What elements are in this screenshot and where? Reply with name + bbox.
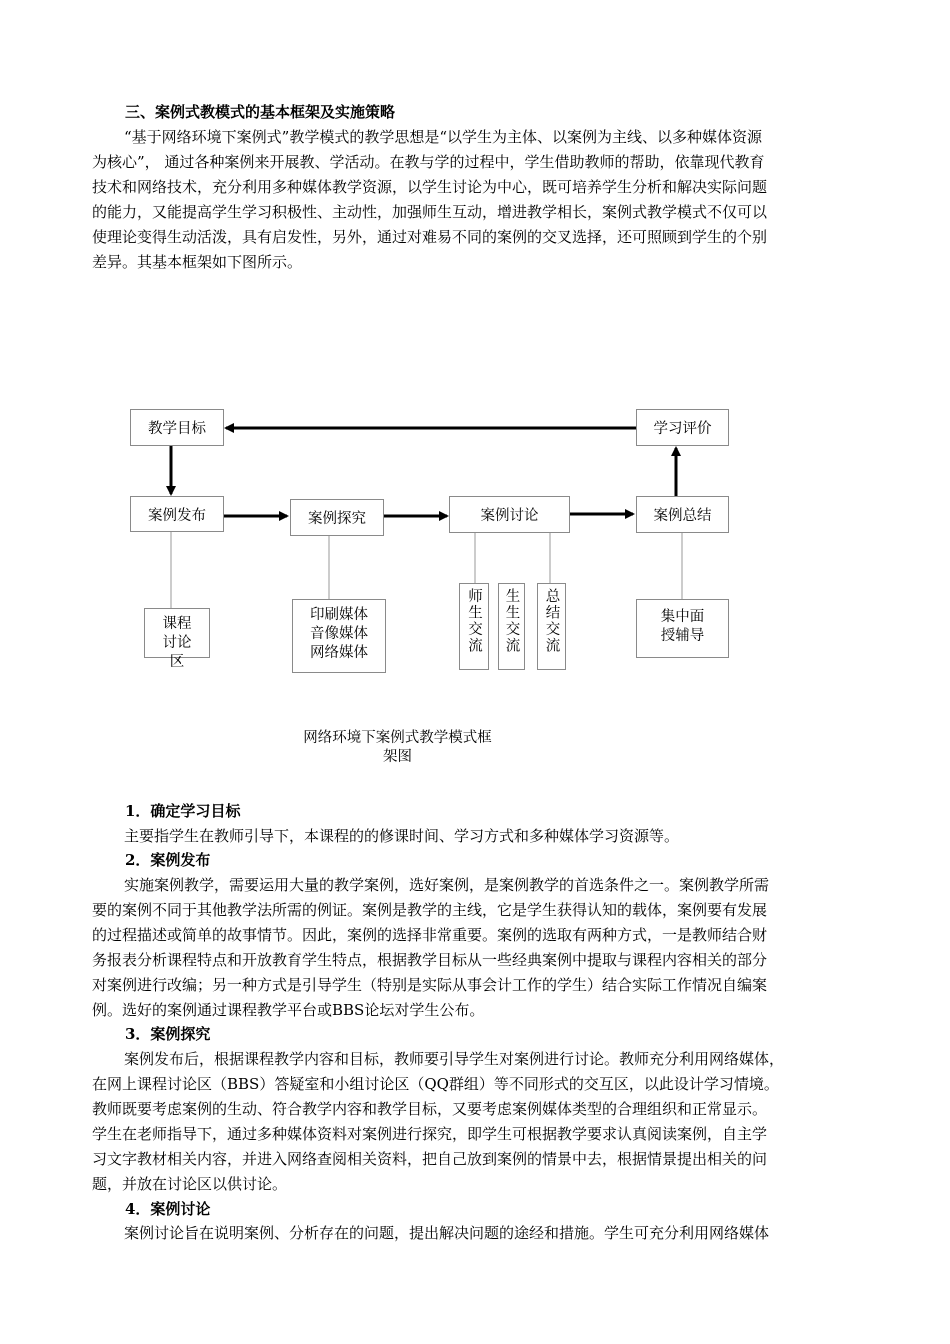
caption-line: 架图 bbox=[383, 749, 412, 765]
node-media bbox=[292, 599, 386, 673]
node-tutoring bbox=[636, 599, 729, 658]
intro-line: 差异。其基本框架如下图所示。 bbox=[92, 253, 303, 271]
node-course-forum bbox=[144, 608, 210, 670]
step-3-line: 习文字教材相关内容，并进入网络查阅相关资料，把自己放到案例的情景中去，根据情景提出相关的问 bbox=[92, 1150, 768, 1168]
step-2-line: 实施案例教学，需要运用大量的教学案例，选好案例，是案例教学的首选条件之一。案例教学所需 bbox=[124, 876, 770, 894]
step-2-body bbox=[92, 873, 862, 1023]
intro-line: “基于网络环境下案例式”教学模式的教学思想是“以学生为主体、以案例为主线、以多种媒体资源 bbox=[124, 128, 763, 146]
node-summary-exchange: 总结交流 bbox=[537, 583, 566, 670]
caption-line: 网络环境下案例式教学模式框 bbox=[303, 730, 492, 746]
step-3-line: 题，并放在讨论区以供讨论。 bbox=[92, 1175, 288, 1193]
step-4-body bbox=[92, 1221, 862, 1246]
step-2-line: 要的案例不同于其他教学法所需的例证。案例是教学的主线，它是学生获得认知的载体，案例要有发展 bbox=[92, 901, 768, 919]
node-teacher-student-exchange: 师生交流 bbox=[459, 583, 489, 670]
step-1-body bbox=[92, 824, 862, 849]
intro-line: 技术和网络技术，充分利用多种媒体教学资源，以学生讨论为中心，既可培养学生分析和解决实际问题 bbox=[92, 178, 768, 196]
step-2-line: 务报表分析课程特点和开放教育学生特点，根据教学目标从一些经典案例中提取与课程内容相关的部分 bbox=[92, 951, 768, 969]
node-case-discuss: 案例讨论 bbox=[449, 496, 570, 533]
step-4-line: 案例讨论旨在说明案例、分析存在的问题，提出解决问题的途经和措施。学生可充分利用网络媒体 bbox=[124, 1224, 770, 1242]
node-student-student-exchange: 生生交流 bbox=[498, 583, 525, 670]
node-case-explore: 案例探究 bbox=[290, 499, 384, 536]
step-3-line: 教师既要考虑案例的生动、符合教学内容和教学目标，又要考虑案例媒体类型的合理组织和正常显示。 bbox=[92, 1100, 768, 1118]
step-3-title: 3．案例探究 bbox=[125, 1025, 211, 1043]
diagram-caption bbox=[285, 729, 510, 767]
course-forum-label: 课程讨论区 bbox=[162, 616, 192, 670]
step-2-title: 2．案例发布 bbox=[125, 851, 211, 869]
section-title: 三、案例式教模式的基本框架及实施策略 bbox=[125, 103, 396, 121]
step-3-body bbox=[92, 1047, 862, 1197]
step-1-line: 主要指学生在教师引导下，本课程的的修课时间、学习方式和多种媒体学习资源等。 bbox=[124, 827, 680, 845]
media-print: 印刷媒体 bbox=[310, 607, 368, 623]
step-3-line: 在网上课程讨论区（BBS）答疑室和小组讨论区（QQ群组）等不同形式的交互区，以此设计学习情境。 bbox=[92, 1075, 779, 1093]
step-2-line: 例。选好的案例通过课程教学平台或BBS论坛对学生公布。 bbox=[92, 1001, 485, 1019]
step-3-line: 学生在老师指导下，通过多种媒体资料对案例进行探究，即学生可根据教学要求认真阅读案例，自主学 bbox=[92, 1125, 768, 1143]
step-4-title: 4．案例讨论 bbox=[125, 1200, 211, 1218]
step-3-line: 案例发布后，根据课程教学内容和目标，教师要引导学生对案例进行讨论。教师充分利用网络媒体， bbox=[124, 1050, 785, 1068]
media-audiovisual: 音像媒体 bbox=[310, 626, 368, 642]
intro-line: 使理论变得生动活泼，具有启发性，另外，通过对难易不同的案例的交叉选择，还可照顾到学生的个别 bbox=[92, 228, 768, 246]
node-case-summary: 案例总结 bbox=[636, 496, 729, 533]
intro-line: 的能力，又能提高学生学习积极性、主动性，加强师生互动，增进教学相长，案例式教学模式不仅可以 bbox=[92, 203, 768, 221]
media-network: 网络媒体 bbox=[310, 645, 368, 661]
node-teaching-goal: 教学目标 bbox=[130, 409, 224, 446]
node-learning-evaluation: 学习评价 bbox=[636, 409, 729, 446]
tutoring-label: 集中面授辅导 bbox=[660, 609, 705, 644]
step-2-line: 的过程描述或简单的故事情节。因此，案例的选择非常重要。案例的选取有两种方式，一是教师结合财 bbox=[92, 926, 768, 944]
intro-line: 为核心”， 通过各种案例来开展教、学活动。在教与学的过程中，学生借助教师的帮助，依靠现代教育 bbox=[92, 153, 765, 171]
step-2-line: 对案例进行改编；另一种方式是引导学生（特别是实际从事会计工作的学生）结合实际工作情况自编案 bbox=[92, 976, 768, 994]
step-1-title: 1．确定学习目标 bbox=[125, 802, 241, 820]
node-case-publish: 案例发布 bbox=[130, 496, 224, 532]
